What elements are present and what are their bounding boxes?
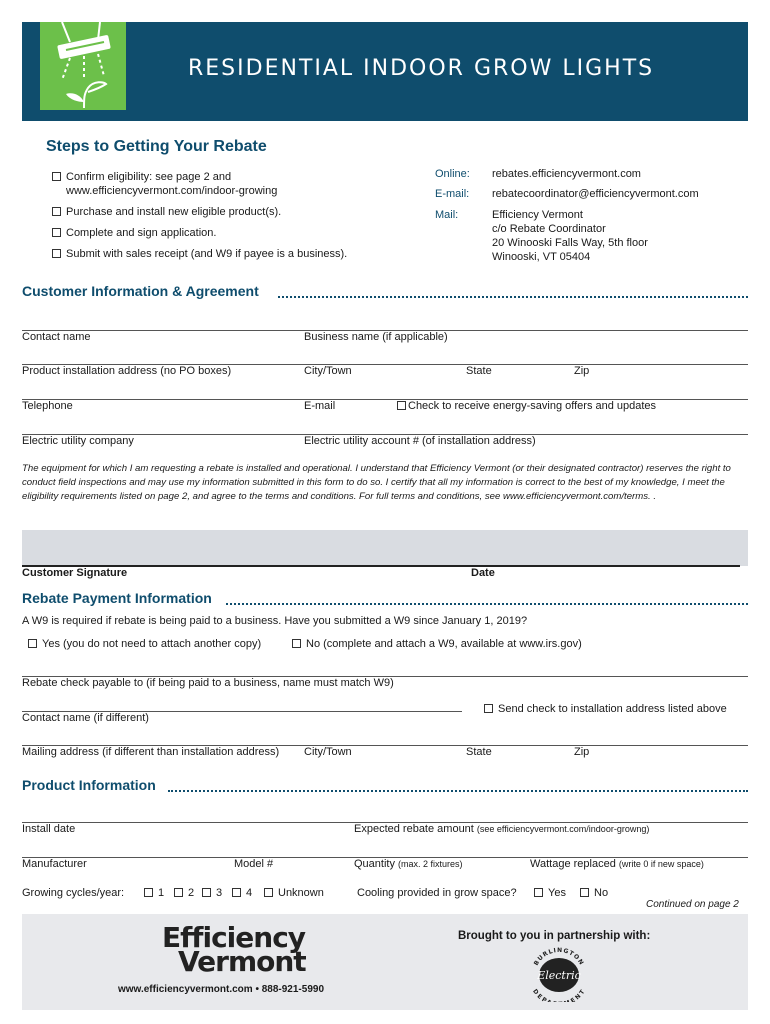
w9-yes-option[interactable]: Yes (you do not need to attach another copy) xyxy=(28,638,261,650)
section-divider xyxy=(168,790,748,792)
continued-note: Continued on page 2 xyxy=(646,899,739,910)
checkbox-icon[interactable] xyxy=(264,888,273,897)
utility-account-field[interactable]: Electric utility account # (of installation address) xyxy=(304,435,536,447)
city-field[interactable]: City/Town xyxy=(304,365,352,377)
checkbox-icon[interactable] xyxy=(534,888,543,897)
w9-no-option[interactable]: No (complete and attach a W9, available at www.irs.gov) xyxy=(292,638,582,650)
mailing-state-field[interactable]: State xyxy=(466,746,492,758)
checkbox-icon[interactable] xyxy=(484,704,493,713)
step-submit-receipt: Submit with sales receipt (and W9 if payee is a business). xyxy=(52,247,347,261)
customer-signature-label: Customer Signature xyxy=(22,567,128,579)
step-complete-sign: Complete and sign application. xyxy=(52,226,216,240)
cycles-option-1[interactable]: 1 xyxy=(144,887,164,899)
section-divider xyxy=(226,603,748,605)
grow-light-logo-icon xyxy=(40,22,126,110)
utility-company-field[interactable]: Electric utility company xyxy=(22,435,134,447)
step-confirm-eligibility: Confirm eligibility: see page 2 and xyxy=(52,170,231,184)
steps-title: Steps to Getting Your Rebate xyxy=(46,138,267,155)
send-to-install-checkbox[interactable]: Send check to installation address listed above xyxy=(484,703,727,715)
mailing-city-field[interactable]: City/Town xyxy=(304,746,352,758)
online-value[interactable]: rebates.efficiencyvermont.com xyxy=(492,168,641,180)
online-label: Online: xyxy=(435,168,470,180)
checkbox-icon[interactable] xyxy=(580,888,589,897)
efficiency-vermont-logo: Efficiency Vermont xyxy=(162,921,306,978)
customer-section-title: Customer Information & Agreement xyxy=(22,283,263,299)
page-header xyxy=(22,22,748,121)
product-section-title: Product Information xyxy=(22,777,160,793)
checkbox-icon[interactable] xyxy=(292,639,301,648)
signature-area[interactable] xyxy=(22,530,748,566)
cooling-label: Cooling provided in grow space? xyxy=(357,887,517,899)
checkbox-icon[interactable] xyxy=(232,888,241,897)
installation-address-field[interactable]: Product installation address (no PO boxes) xyxy=(22,365,232,377)
cooling-no-option[interactable]: No xyxy=(580,887,608,899)
svg-text:BURLINGTON: BURLINGTON xyxy=(532,946,586,967)
burlington-electric-logo-icon xyxy=(526,946,592,1002)
growing-cycles-label: Growing cycles/year: xyxy=(22,887,125,899)
signature-line xyxy=(22,565,740,567)
payable-to-field[interactable]: Rebate check payable to (if being paid to a business, name must match W9) xyxy=(22,677,394,689)
email-field[interactable]: E-mail xyxy=(304,400,336,412)
svg-text:Electric: Electric xyxy=(537,969,581,982)
checkbox-icon[interactable] xyxy=(52,172,61,181)
email-value[interactable]: rebatecoordinator@efficiencyvermont.com xyxy=(492,188,699,200)
checkbox-icon[interactable] xyxy=(144,888,153,897)
cycles-option-4[interactable]: 4 xyxy=(232,887,252,899)
date-label: Date xyxy=(471,567,495,579)
payment-contact-field[interactable]: Contact name (if different) xyxy=(22,712,149,724)
w9-question: A W9 is required if rebate is being paid to a business. Have you submitted a W9 since January 1, 2019? xyxy=(22,615,528,627)
checkbox-icon[interactable] xyxy=(174,888,183,897)
install-date-field[interactable]: Install date xyxy=(22,823,76,835)
step-eligibility-url: www.efficiencyvermont.com/indoor-growing xyxy=(66,185,278,197)
mailing-address-field[interactable]: Mailing address (if different than installation address) xyxy=(22,746,280,758)
checkbox-icon[interactable] xyxy=(202,888,211,897)
cycles-option-3[interactable]: 3 xyxy=(202,887,222,899)
mailing-zip-field[interactable]: Zip xyxy=(574,746,590,758)
partner-text: Brought to you in partnership with: xyxy=(458,930,651,942)
cycles-option-unknown[interactable]: Unknown xyxy=(264,887,324,899)
section-divider xyxy=(278,296,748,298)
cycles-option-2[interactable]: 2 xyxy=(174,887,194,899)
checkbox-icon[interactable] xyxy=(28,639,37,648)
expected-rebate-field[interactable]: Expected rebate amount (see efficiencyvermont.com/indoor-growng) xyxy=(354,823,650,835)
checkbox-icon[interactable] xyxy=(52,249,61,258)
email-label: E-mail: xyxy=(435,188,470,200)
agreement-text: The equipment for which I am requesting a rebate is installed and operational. I understand that Efficiency Vermont (or their designated contractor) reserves the right to conduct field inspections and may use my information submitted in this form to do so. I certify that all my information is correct to the best of my knowledge, I meet the eligibility requirements listed on page 2, and agree to the terms and conditions. For full terms and conditions, see www.efficiencyvermont.com/terms. . xyxy=(22,463,731,502)
zip-field[interactable]: Zip xyxy=(574,365,590,377)
payment-section-title: Rebate Payment Information xyxy=(22,590,216,606)
telephone-field[interactable]: Telephone xyxy=(22,400,73,412)
wattage-field[interactable]: Wattage replaced (write 0 if new space) xyxy=(530,858,704,870)
state-field[interactable]: State xyxy=(466,365,492,377)
business-name-field[interactable]: Business name (if applicable) xyxy=(304,331,448,343)
model-field[interactable]: Model # xyxy=(234,858,274,870)
quantity-field[interactable]: Quantity (max. 2 fixtures) xyxy=(354,858,463,870)
svg-text:DEPARTMENT: DEP ENT xyxy=(531,987,587,1002)
mail-address: Efficiency Vermont c/o Rebate Coordinator 20 Winooski Falls Way, 5th floor Winooski, VT 05404 xyxy=(492,209,648,263)
step-purchase: Purchase and install new eligible product(s). xyxy=(52,205,281,219)
cooling-yes-option[interactable]: Yes xyxy=(534,887,566,899)
contact-name-field[interactable]: Contact name xyxy=(22,331,91,343)
checkbox-icon[interactable] xyxy=(52,207,61,216)
footer-contact[interactable]: www.efficiencyvermont.com • 888-921-5990 xyxy=(118,984,325,995)
manufacturer-field[interactable]: Manufacturer xyxy=(22,858,87,870)
checkbox-icon[interactable] xyxy=(397,401,406,410)
checkbox-icon[interactable] xyxy=(52,228,61,237)
mail-label: Mail: xyxy=(435,209,459,221)
form-title: RESIDENTIAL INDOOR GROW LIGHTS xyxy=(188,56,655,81)
footer xyxy=(22,914,748,1010)
offers-checkbox[interactable]: Check to receive energy-saving offers and updates xyxy=(397,400,656,412)
